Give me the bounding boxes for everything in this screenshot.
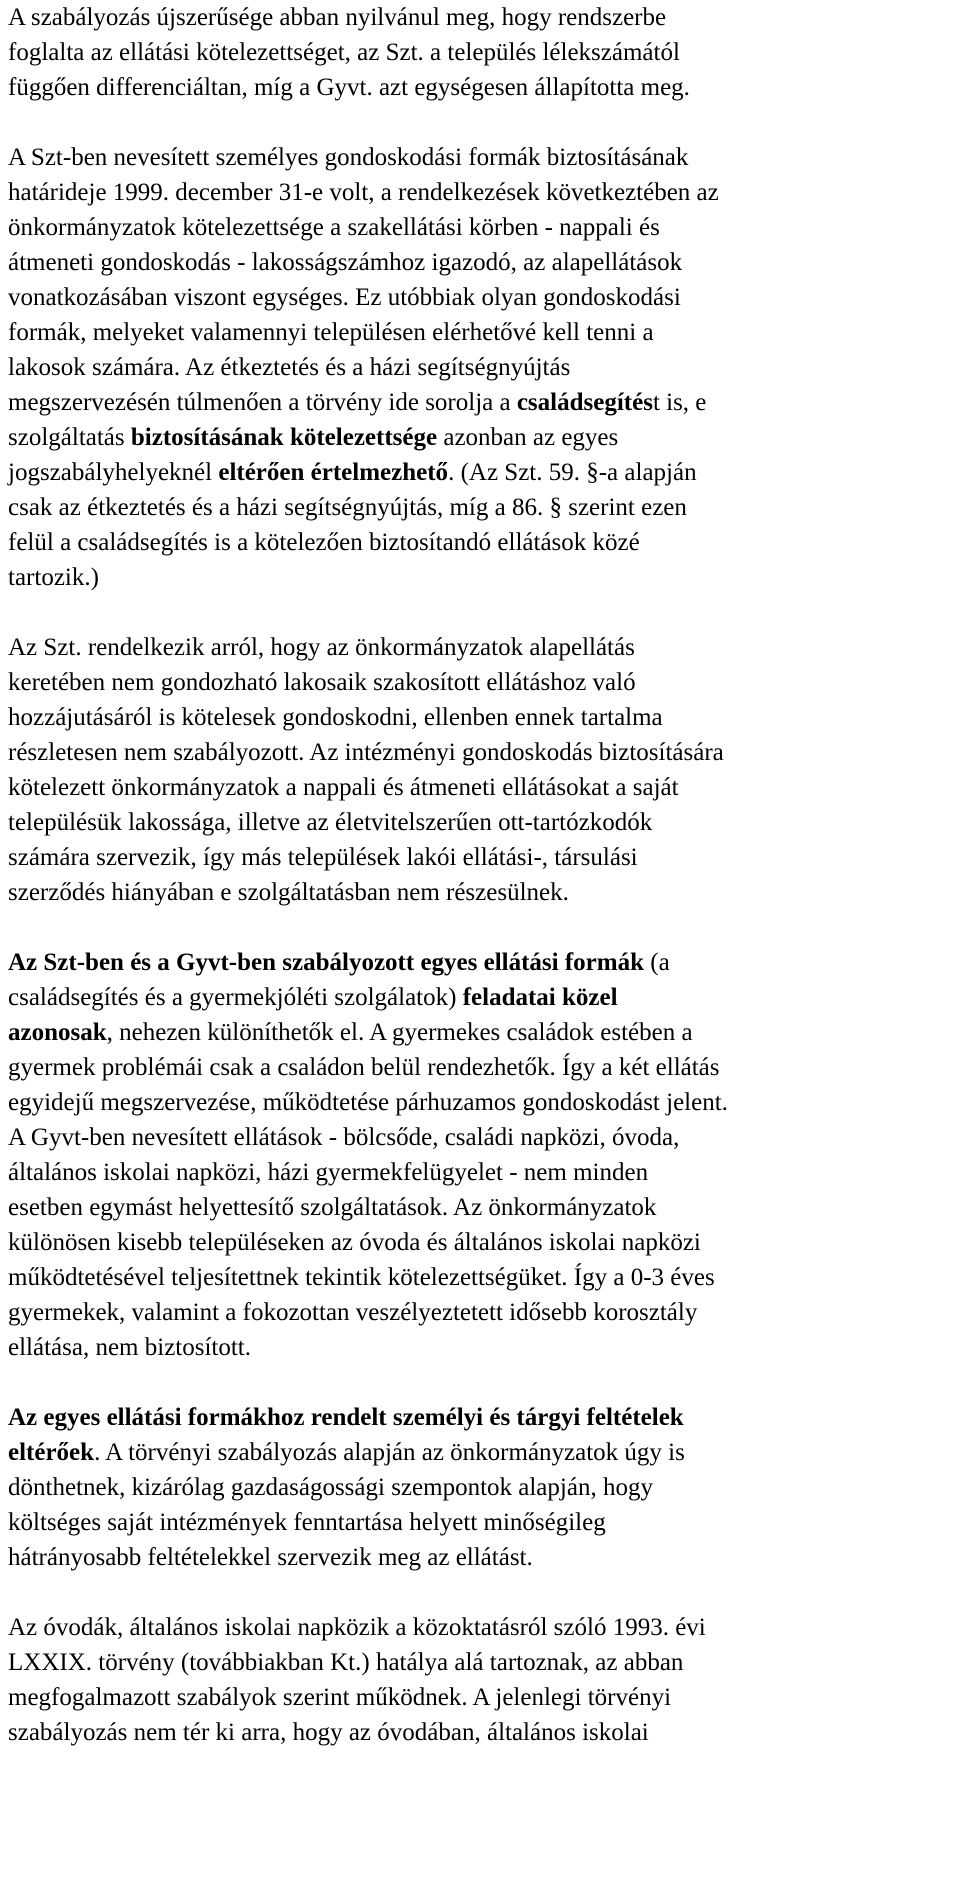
text-line — [8, 1330, 948, 1365]
bold-text-run: feladatai közel — [462, 984, 618, 1011]
paragraph-p3 — [8, 630, 948, 910]
text-run: családsegítés és a gyermekjóléti szolgálatok) — [8, 984, 463, 1011]
paragraph-gap — [8, 910, 948, 945]
bold-text-run: eltérően értelmezhető — [218, 459, 449, 486]
text-run: dönthetnek, kizárólag gazdaságossági szempontok alapján, hogy — [8, 1474, 653, 1501]
text-line — [8, 1225, 948, 1260]
paragraph-p6 — [8, 1610, 948, 1750]
text-run: felül a családsegítés is a kötelezően biztosítandó ellátások közé — [8, 529, 640, 556]
paragraph-gap — [8, 105, 948, 140]
text-line — [8, 805, 948, 840]
paragraph-p2 — [8, 140, 948, 595]
bold-text-run: családsegítés — [516, 389, 653, 416]
text-line — [8, 1610, 948, 1645]
text-run: megfogalmazott szabályok szerint működnek. A jelenlegi törvényi — [8, 1684, 672, 1711]
text-line — [8, 1400, 948, 1435]
text-line — [8, 770, 948, 805]
bold-text-run: Az egyes ellátási formákhoz rendelt személyi és tárgyi feltételek — [8, 1404, 684, 1431]
text-run: megszervezésén túlmenően a törvény ide sorolja a — [8, 389, 517, 416]
text-run: keretében nem gondozható lakosaik szakosított ellátáshoz való — [8, 669, 636, 696]
text-line — [8, 840, 948, 875]
document-page — [8, 0, 948, 1750]
text-line — [8, 1015, 948, 1050]
text-run: önkormányzatok kötelezettsége a szakellátási körben - nappali és — [8, 214, 660, 241]
text-run: LXXIX. törvény (továbbiakban Kt.) hatálya alá tartoznak, az abban — [8, 1649, 684, 1676]
text-run: költséges saját intézmények fenntartása helyett minőségileg — [8, 1509, 606, 1536]
text-run: A szabályozás újszerűsége abban nyilvánul meg, hogy rendszerbe — [8, 4, 667, 31]
text-line — [8, 350, 948, 385]
text-line — [8, 1505, 948, 1540]
text-run: kötelezett önkormányzatok a nappali és átmeneti ellátásokat a saját — [8, 774, 679, 801]
text-run: határideje 1999. december 31-e volt, a rendelkezések következtében az — [8, 179, 719, 206]
text-run: ellátása, nem biztosított. — [8, 1334, 251, 1361]
text-line — [8, 315, 948, 350]
text-run: . A törvényi szabályozás alapján az önkormányzatok úgy is — [94, 1439, 685, 1466]
text-run: általános iskolai napközi, házi gyermekfelügyelet - nem minden — [8, 1159, 649, 1186]
paragraph-p5 — [8, 1400, 948, 1575]
text-run: t is, e — [652, 389, 707, 416]
text-line — [8, 560, 948, 595]
text-line — [8, 1645, 948, 1680]
text-line — [8, 490, 948, 525]
text-run: , nehezen különíthetők el. A gyermekes családok estében a — [106, 1019, 693, 1046]
text-line — [8, 1155, 948, 1190]
text-run: . (Az Szt. 59. §-a alapján — [448, 459, 697, 486]
text-run: hátrányosabb feltételekkel szervezik meg az ellátást. — [8, 1544, 533, 1571]
paragraph-p1 — [8, 0, 948, 105]
text-run: A Gyvt-ben nevesített ellátások - bölcsőde, családi napközi, óvoda, — [8, 1124, 680, 1151]
text-line — [8, 1260, 948, 1295]
text-run: részletesen nem szabályozott. Az intézményi gondoskodás biztosítására — [8, 739, 724, 766]
text-line — [8, 665, 948, 700]
paragraph-gap — [8, 1365, 948, 1400]
text-run: jogszabályhelyeknél — [8, 459, 219, 486]
text-run: lakosok számára. Az étkeztetés és a házi segítségnyújtás — [8, 354, 571, 381]
text-line — [8, 630, 948, 665]
text-run: vonatkozásában viszont egységes. Ez utóbbiak olyan gondoskodási — [8, 284, 681, 311]
text-line — [8, 0, 948, 35]
text-line — [8, 525, 948, 560]
text-run: szolgáltatás — [8, 424, 131, 451]
text-line — [8, 245, 948, 280]
text-run: működtetésével teljesítettnek tekintik kötelezettségüket. Így a 0-3 éves — [8, 1264, 715, 1291]
text-line — [8, 455, 948, 490]
text-run: Az óvodák, általános iskolai napközik a közoktatásról szóló 1993. évi — [8, 1614, 706, 1641]
text-run: esetben egymást helyettesítő szolgáltatások. Az önkormányzatok — [8, 1194, 657, 1221]
text-line — [8, 70, 948, 105]
text-line — [8, 280, 948, 315]
text-line — [8, 945, 948, 980]
text-line — [8, 35, 948, 70]
text-run: tartozik.) — [8, 564, 99, 591]
text-line — [8, 210, 948, 245]
text-run: (a — [644, 949, 670, 976]
paragraph-p4 — [8, 945, 948, 1365]
paragraph-gap — [8, 1575, 948, 1610]
text-line — [8, 735, 948, 770]
text-line — [8, 1190, 948, 1225]
bold-text-run: biztosításának kötelezettsége — [130, 424, 438, 451]
text-run: függően differenciáltan, míg a Gyvt. azt egységesen állapította meg. — [8, 74, 690, 101]
text-run: gyermek problémái csak a családon belül rendezhetők. Így a két ellátás — [8, 1054, 720, 1081]
text-run: foglalta az ellátási kötelezettséget, az Szt. a település lélekszámától — [8, 39, 680, 66]
text-line — [8, 1050, 948, 1085]
text-line — [8, 1715, 948, 1750]
text-run: számára szervezik, így más települések lakói ellátási-, társulási — [8, 844, 638, 871]
text-line — [8, 980, 948, 1015]
text-line — [8, 1435, 948, 1470]
text-run: szerződés hiányában e szolgáltatásban nem részesülnek. — [8, 879, 569, 906]
text-line — [8, 1295, 948, 1330]
bold-text-run: eltérőek — [8, 1439, 95, 1466]
text-line — [8, 420, 948, 455]
text-line — [8, 140, 948, 175]
bold-text-run: azonosak — [8, 1019, 107, 1046]
text-line — [8, 700, 948, 735]
text-line — [8, 1085, 948, 1120]
text-run: hozzájutásáról is kötelesek gondoskodni, ellenben ennek tartalma — [8, 704, 663, 731]
text-line — [8, 385, 948, 420]
text-run: egyidejű megszervezése, működtetése párhuzamos gondoskodást jelent. — [8, 1089, 728, 1116]
text-run: csak az étkeztetés és a házi segítségnyújtás, míg a 86. § szerint ezen — [8, 494, 687, 521]
text-run: településük lakossága, illetve az életvitelszerűen ott-tartózkodók — [8, 809, 653, 836]
text-run: különösen kisebb településeken az óvoda és általános iskolai napközi — [8, 1229, 701, 1256]
text-run: gyermekek, valamint a fokozottan veszélyeztetett idősebb korosztály — [8, 1299, 698, 1326]
text-line — [8, 875, 948, 910]
paragraph-gap — [8, 595, 948, 630]
text-run: A Szt-ben nevesített személyes gondoskodási formák biztosításának — [8, 144, 689, 171]
text-run: szabályozás nem tér ki arra, hogy az óvodában, általános iskolai — [8, 1719, 649, 1746]
text-run: azonban az egyes — [437, 424, 619, 451]
text-line — [8, 1470, 948, 1505]
bold-text-run: Az Szt-ben és a Gyvt-ben szabályozott egyes ellátási formák — [8, 949, 645, 976]
text-line — [8, 1680, 948, 1715]
text-run: formák, melyeket valamennyi településen elérhetővé kell tenni a — [8, 319, 654, 346]
text-run: átmeneti gondoskodás - lakosságszámhoz igazodó, az alapellátások — [8, 249, 683, 276]
text-line — [8, 1540, 948, 1575]
text-run: Az Szt. rendelkezik arról, hogy az önkormányzatok alapellátás — [8, 634, 635, 661]
text-line — [8, 1120, 948, 1155]
text-line — [8, 175, 948, 210]
